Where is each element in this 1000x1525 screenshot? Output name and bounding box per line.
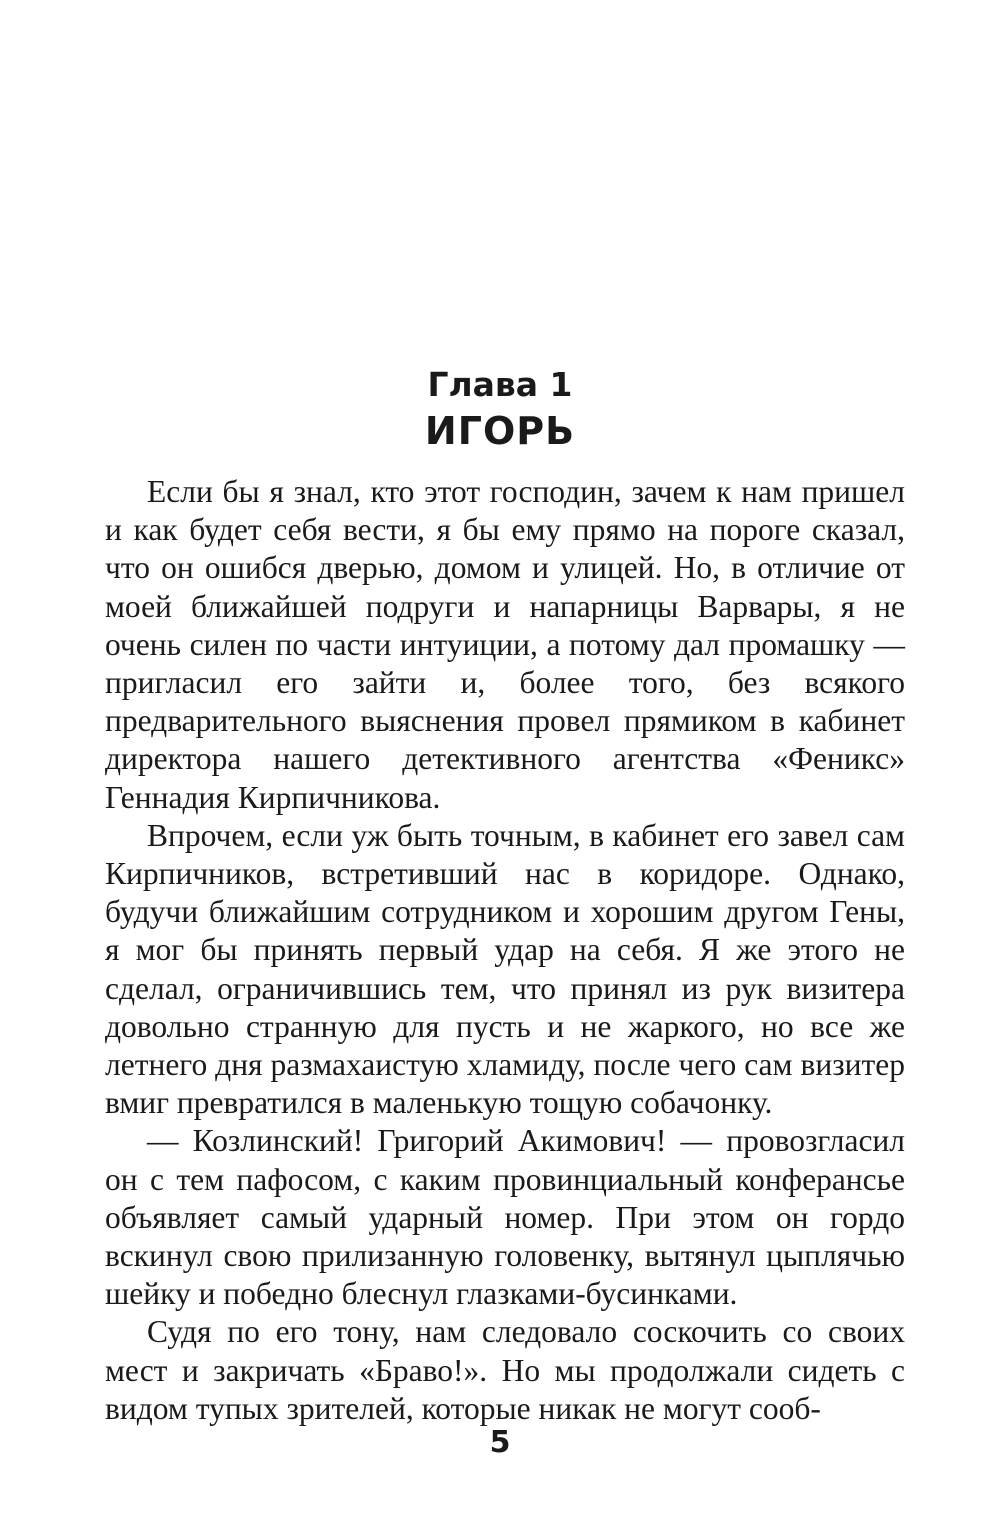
paragraph: Судя по его тону, нам следовало соскочить со своих мест и закричать «Браво!». Но мы продолжали сидеть с видом тупых зрителей, которые никак не могут сооб- xyxy=(105,1314,905,1426)
paragraph: — Козлинский! Григорий Акимович! — провозгласил он с тем пафосом, с каким провинциальный конферансье объявляет самый ударный номер. При этом он гордо вскинул свою прилизанную головенку, вытянул цыплячью шейку и победно блеснул глазками-бусинками. xyxy=(105,1123,905,1312)
chapter-title: ИГОРЬ xyxy=(424,409,576,453)
page-number: 5 xyxy=(489,1425,511,1460)
paragraph: Если бы я знал, кто этот господин, зачем к нам пришел и как будет себя вести, я бы ему прямо на пороге сказал, что он ошибся дверью, домом и улицей. Но, в отличие от моей ближайшей подруги и напарницы Варвары, я не очень силен по части интуиции, а потому дал промашку — пригласил его зайти и, более того, без всякого предварительного выяснения провел прямиком в кабинет директора нашего детективного агентства «Феникс» Геннадия Кирпичникова. xyxy=(105,474,905,815)
paragraph: Впрочем, если уж быть точным, в кабинет его завел сам Кирпичников, встретивший нас в коридоре. Однако, будучи ближайшим сотрудником и хорошим другом Гены, я мог бы принять первый удар на себя. Я же этого не сделал, ограничившись тем, что принял из рук визитера довольно странную для пусть и не жаркого, но все же летнего дня размахаистую хламиду, после чего сам визитер вмиг превратился в маленькую тощую собачонку. xyxy=(105,817,905,1121)
chapter-number: Глава 1 xyxy=(427,365,573,404)
chapter-body xyxy=(105,473,905,1428)
